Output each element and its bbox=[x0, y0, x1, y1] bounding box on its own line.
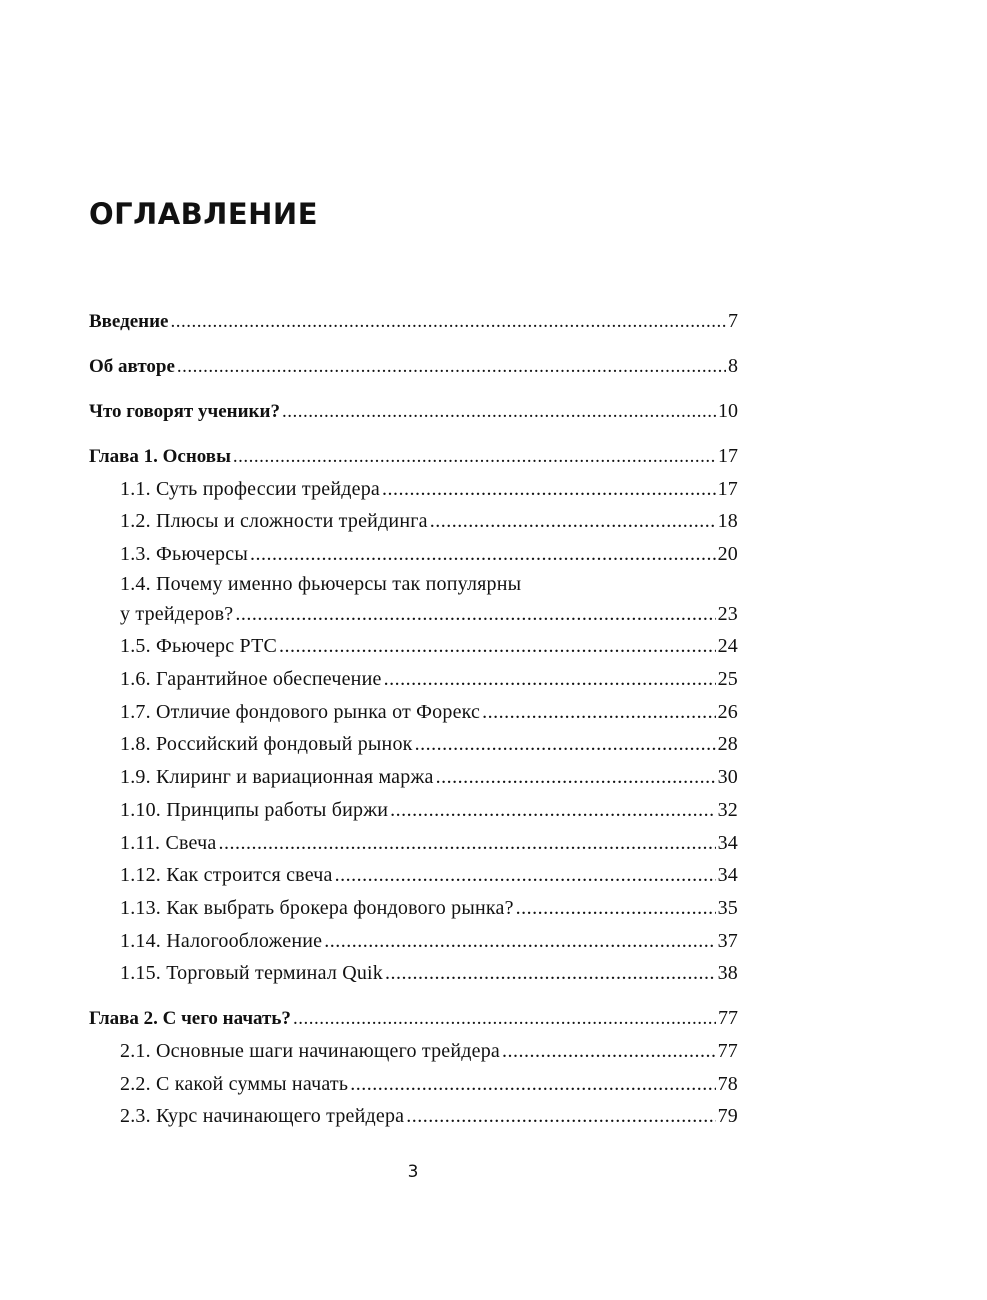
toc-page-number: 8 bbox=[728, 354, 738, 377]
toc-leader-dots bbox=[382, 473, 716, 506]
toc-leader-dots bbox=[235, 598, 715, 631]
toc-leader-dots bbox=[482, 696, 715, 729]
toc-entry-1-4-line1: 1.4. Почему именно фьючерсы так популярны bbox=[120, 572, 522, 595]
toc-entry-label: 1.2. Плюсы и сложности трейдинга bbox=[120, 510, 428, 533]
toc-entry-1-13 bbox=[89, 892, 738, 925]
toc-page-number: 18 bbox=[717, 510, 738, 533]
toc-page-number: 28 bbox=[717, 733, 738, 756]
toc-page-number: 30 bbox=[717, 766, 738, 789]
toc-leader-dots bbox=[177, 351, 726, 384]
toc-entry-1-15 bbox=[89, 957, 738, 990]
toc-entry-1-4 bbox=[89, 598, 738, 631]
toc-leader-dots bbox=[335, 859, 716, 892]
toc-entry-1-11 bbox=[89, 827, 738, 860]
toc-entry-label: 1.10. Принципы работы биржи bbox=[120, 798, 389, 821]
toc-entry-label: 2.2. С какой суммы начать bbox=[120, 1072, 349, 1095]
toc-leader-dots bbox=[233, 441, 716, 474]
toc-entry-1-12 bbox=[89, 859, 738, 892]
toc-page-number: 24 bbox=[717, 635, 738, 658]
toc-page-number: 79 bbox=[717, 1105, 738, 1128]
toc-leader-dots bbox=[279, 630, 716, 663]
toc-entry-introduction bbox=[89, 305, 738, 338]
toc-leader-dots bbox=[516, 892, 716, 925]
toc-entry-label: Глава 2. С чего начать? bbox=[89, 1008, 291, 1030]
toc-entry-1-14 bbox=[89, 925, 738, 958]
toc-entry-1-3 bbox=[89, 538, 738, 571]
toc-entry-1-9 bbox=[89, 761, 738, 794]
toc-entry-label: 1.5. Фьючерс РТС bbox=[120, 635, 278, 658]
toc-entry-about-author bbox=[89, 350, 738, 383]
toc-entry-2-1 bbox=[89, 1035, 738, 1068]
toc-entry-label: Об авторе bbox=[89, 355, 175, 377]
toc-entry-1-1 bbox=[89, 473, 738, 506]
toc-leader-dots bbox=[350, 1068, 715, 1101]
toc-entry-label: Введение bbox=[89, 311, 169, 332]
toc-page-number: 10 bbox=[718, 399, 738, 422]
toc-page-number: 7 bbox=[728, 310, 738, 332]
toc-page-number: 37 bbox=[717, 929, 738, 952]
toc-entry-label: 1.14. Налогообложение bbox=[120, 929, 323, 952]
toc-leader-dots bbox=[390, 794, 715, 827]
toc-entry-label: 1.9. Клиринг и вариационная маржа bbox=[120, 766, 434, 789]
toc-entry-chapter-1 bbox=[89, 440, 738, 473]
toc-entry-chapter-2 bbox=[89, 1002, 738, 1035]
table-of-contents bbox=[89, 305, 738, 1133]
toc-entry-label: 1.15. Торговый терминал Quik bbox=[120, 962, 384, 985]
toc-entry-2-2 bbox=[89, 1068, 738, 1101]
toc-entry-label: 1.13. Как выбрать брокера фондового рынка? bbox=[120, 896, 514, 919]
toc-entry-1-5 bbox=[89, 630, 738, 663]
toc-leader-dots bbox=[436, 761, 716, 794]
page-title: ОГЛАВЛЕНИЕ bbox=[89, 197, 319, 231]
toc-leader-dots bbox=[324, 925, 715, 958]
toc-leader-dots bbox=[282, 396, 716, 429]
toc-entry-label: 1.7. Отличие фондового рынка от Форекс bbox=[120, 700, 481, 723]
toc-page-number: 23 bbox=[717, 602, 738, 625]
toc-entry-label: Что говорят ученики? bbox=[89, 400, 280, 422]
toc-page-number: 17 bbox=[717, 477, 738, 500]
toc-entry-label: 1.6. Гарантийное обеспечение bbox=[120, 668, 382, 691]
toc-page-number: 34 bbox=[717, 831, 738, 854]
toc-entry-label: 1.1. Суть профессии трейдера bbox=[120, 477, 380, 500]
toc-entry-label: у трейдеров? bbox=[120, 602, 234, 625]
toc-leader-dots bbox=[406, 1100, 715, 1133]
toc-entry-1-8 bbox=[89, 728, 738, 761]
toc-leader-dots bbox=[218, 827, 715, 860]
toc-entry-1-7 bbox=[89, 696, 738, 729]
toc-page-number: 17 bbox=[718, 444, 738, 467]
toc-entry-1-10 bbox=[89, 794, 738, 827]
toc-leader-dots bbox=[385, 957, 716, 990]
toc-entry-label: 1.11. Свеча bbox=[120, 831, 217, 854]
toc-entry-2-3 bbox=[89, 1100, 738, 1133]
toc-leader-dots bbox=[293, 1003, 716, 1036]
toc-leader-dots bbox=[250, 538, 716, 571]
toc-page-number: 77 bbox=[717, 1039, 738, 1062]
toc-page-number: 77 bbox=[718, 1007, 738, 1030]
toc-page-number: 32 bbox=[717, 798, 738, 821]
toc-leader-dots bbox=[415, 728, 716, 761]
toc-entry-label: 2.1. Основные шаги начинающего трейдера bbox=[120, 1039, 501, 1062]
toc-entry-label: 1.12. Как строится свеча bbox=[120, 864, 333, 887]
toc-entry-testimonials bbox=[89, 395, 738, 428]
page-number: 3 bbox=[407, 1162, 419, 1182]
toc-leader-dots bbox=[502, 1035, 716, 1068]
toc-page-number: 35 bbox=[717, 896, 738, 919]
toc-page-number: 34 bbox=[717, 864, 738, 887]
toc-entry-1-2 bbox=[89, 505, 738, 538]
toc-leader-dots bbox=[384, 663, 716, 696]
toc-entry-label: 1.8. Российский фондовый рынок bbox=[120, 733, 413, 756]
toc-page-number: 78 bbox=[717, 1072, 738, 1095]
toc-entry-1-6 bbox=[89, 663, 738, 696]
toc-page-number: 25 bbox=[717, 668, 738, 691]
toc-leader-dots bbox=[430, 505, 716, 538]
toc-page-number: 38 bbox=[717, 962, 738, 985]
toc-page-number: 20 bbox=[717, 543, 738, 566]
toc-entry-label: 1.3. Фьючерсы bbox=[120, 543, 248, 566]
toc-page-number: 26 bbox=[717, 700, 738, 723]
toc-leader-dots bbox=[171, 306, 727, 339]
toc-entry-label: Глава 1. Основы bbox=[89, 445, 231, 467]
toc-entry-label: 2.3. Курс начинающего трейдера bbox=[120, 1105, 405, 1128]
